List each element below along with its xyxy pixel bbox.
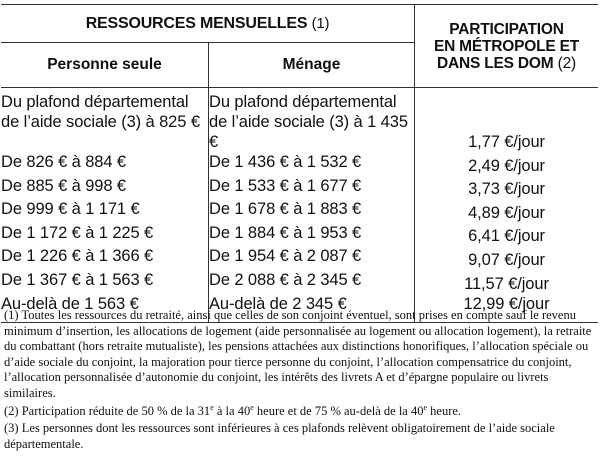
household-cell: Du plafond départemental de l’aide sociale (3) à 1 435 €: [209, 88, 415, 153]
resources-note: (1): [311, 14, 330, 32]
rate-cell: 11,57 €/jour: [415, 270, 599, 294]
participation-table-frame: [1, 4, 598, 313]
single-cell: Au-delà de 1 563 €: [1, 294, 209, 323]
table-row: [1, 223, 598, 247]
participation-line-2: EN MÉTROPOLE ET: [433, 37, 580, 55]
footnotes: [4, 308, 598, 454]
household-cell: De 1 678 € à 1 883 €: [209, 199, 415, 223]
single-cell: Du plafond départemental de l’aide sociale (3) à 825 €: [1, 93, 200, 131]
footnote-1: (1) Toutes les ressources du retraité, ainsi que celles de son conjoint éventuel, sont prises en compte sauf le revenu minimum d’insertion, les allocations de logement (aide personnalisée au logement ou allocation logement), la retraite du combattant (hors retraite mutualiste), les pensions attachées aux distinctions honorifiques, l’allocation spéciale ou d’aide sociale du conjoint, la majoration pour tierce personne du conjoint, l’allocation compensatrice du conjoint, l’allocation personnalisée d’autonomie du conjoint, les intérêts des livrets A et d’épargne populaire ou livrets similaires.: [4, 308, 592, 400]
rate-cell: 6,41 €/jour: [415, 223, 599, 247]
participation-line-1: PARTICIPATION: [449, 20, 564, 38]
table-row: [1, 246, 598, 270]
rate-cell: 9,07 €/jour: [415, 246, 599, 270]
table-row: [1, 199, 598, 223]
rate-cell: 3,73 €/jour: [415, 176, 599, 200]
rate-cell: 12,99 €/jour: [415, 294, 599, 323]
single-cell: De 1 367 € à 1 563 €: [1, 270, 154, 289]
household-cell: De 1 884 € à 1 953 €: [209, 223, 415, 247]
rate-cell: 4,89 €/jour: [415, 199, 599, 223]
table-row: [1, 88, 598, 153]
rate-cell: 1,77 €/jour: [415, 88, 599, 153]
table-row: [1, 270, 598, 294]
household-header: Ménage: [209, 43, 415, 88]
footnote-2: (2) Participation réduite de 50 % de la 31e à la 40e heure et de 75 % au-delà de la 40e heure.: [4, 402, 462, 418]
single-cell: De 1 226 € à 1 366 €: [1, 247, 154, 266]
rate-cell: 2,49 €/jour: [415, 152, 599, 176]
household-cell: De 1 436 € à 1 532 €: [209, 152, 415, 176]
single-cell: De 1 172 € à 1 225 €: [1, 223, 154, 242]
household-cell: Au-delà de 2 345 €: [209, 294, 415, 323]
table-row: [1, 152, 598, 176]
household-cell: De 1 954 € à 2 087 €: [209, 246, 415, 270]
table-row: [1, 176, 598, 200]
single-cell: De 999 € à 1 171 €: [1, 200, 140, 219]
footnote-3: (3) Les personnes dont les ressources sont inférieures à ces plafonds relèvent obligatoirement de l’aide sociale départementale.: [4, 421, 555, 451]
participation-header: [415, 5, 599, 88]
participation-table: [1, 4, 598, 323]
resources-title: RESSOURCES MENSUELLES: [85, 14, 308, 32]
single-person-header: Personne seule: [1, 43, 209, 88]
household-cell: De 1 533 € à 1 677 €: [209, 176, 415, 200]
resources-header: [1, 5, 415, 43]
participation-line-3: DANS LES DOM: [437, 54, 554, 72]
household-cell: De 2 088 € à 2 345 €: [209, 270, 415, 294]
single-cell: De 885 € à 998 €: [1, 176, 127, 195]
single-cell: De 826 € à 884 €: [1, 153, 127, 171]
participation-note: (2): [557, 54, 576, 72]
